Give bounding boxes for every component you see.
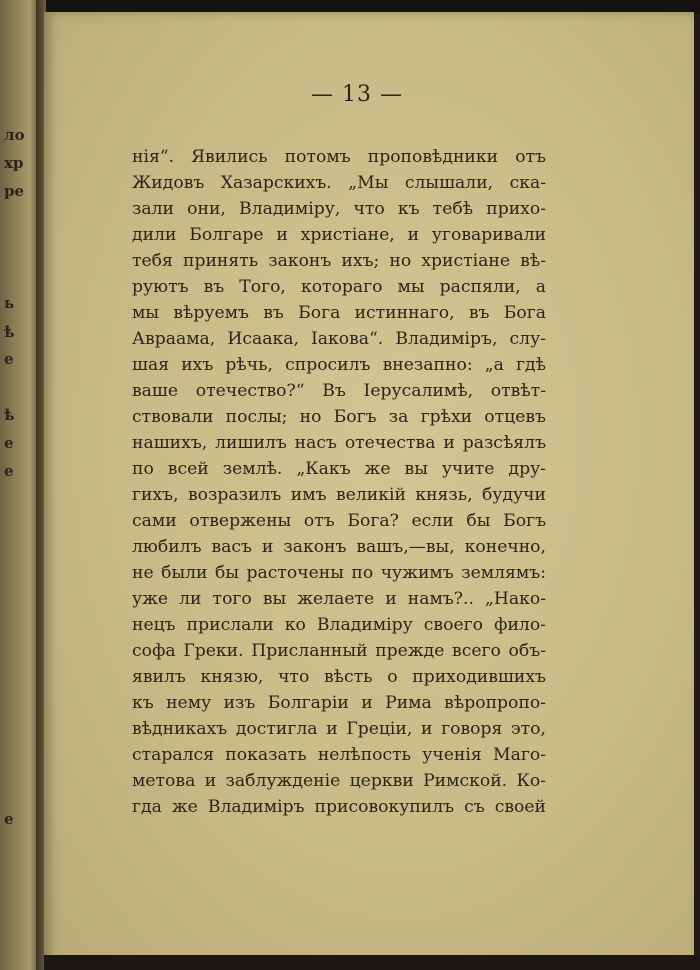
text-line: нія“. Явились потомъ проповѣдники отъ	[132, 147, 546, 167]
text-line: зали они, Владиміру, что къ тебѣ прихо-	[132, 199, 546, 219]
text-line: явилъ князю, что вѣсть о приходившихъ	[132, 667, 546, 687]
left-page-fragment: е	[4, 350, 14, 368]
text-line: нашихъ, лишилъ насъ отечества и разсѣялъ	[132, 433, 546, 453]
body-text	[132, 144, 546, 820]
bottom-shadow	[44, 955, 700, 970]
text-line: не были бы расточены по чужимъ землямъ:	[132, 563, 546, 583]
text-line: любилъ васъ и законъ вашъ,—вы, конечно,	[132, 537, 546, 557]
text-line: старался показать нелѣпость ученія Маго-	[132, 745, 546, 765]
left-page-fragment: ѣ	[4, 323, 15, 341]
left-page-fragment: ѣ	[4, 406, 15, 424]
left-page-fragment: е	[4, 810, 14, 828]
left-page-fragment: ло	[4, 126, 25, 144]
text-line: уже ли того вы желаете и намъ?.. „Нако-	[132, 589, 546, 609]
text-line: Жидовъ Хазарскихъ. „Мы слышали, ска-	[132, 173, 546, 193]
text-line: по всей землѣ. „Какъ же вы учите дру-	[132, 459, 546, 479]
text-line: метова и заблужденіе церкви Римской. Ко-	[132, 771, 546, 791]
text-line: мы вѣруемъ въ Бога истиннаго, въ Бога	[132, 303, 546, 323]
left-page-fragment: е	[4, 434, 14, 452]
left-page-fragment: ь	[4, 294, 15, 312]
text-line: дили Болгаре и христіане, и уговаривали	[132, 225, 546, 245]
text-line: тебя принять законъ ихъ; но христіане вѣ-	[132, 251, 546, 271]
text-line: къ нему изъ Болгаріи и Рима вѣропропо-	[132, 693, 546, 713]
text-line: гда же Владиміръ присовокупилъ съ своей	[132, 797, 546, 817]
text-line: Авраама, Исаака, Іакова“. Владиміръ, слу-	[132, 329, 546, 349]
left-page-fragment: ре	[4, 182, 25, 200]
text-line: ствовали послы; но Богъ за грѣхи отцевъ	[132, 407, 546, 427]
page-number: — 13 —	[311, 82, 403, 107]
text-line: руютъ въ Того, котораго мы распяли, а	[132, 277, 546, 297]
text-line: сами отвержены отъ Бога? если бы Богъ	[132, 511, 546, 531]
left-page-fragment: е	[4, 462, 14, 480]
text-line: шая ихъ рѣчь, спросилъ внезапно: „а гдѣ	[132, 355, 546, 375]
text-line: нецъ прислали ко Владиміру своего фило-	[132, 615, 546, 635]
previous-page-edge	[0, 0, 40, 970]
text-line: вѣдникахъ достигла и Греціи, и говоря это,	[132, 719, 546, 739]
text-line: софа Греки. Присланный прежде всего объ-	[132, 641, 546, 661]
book-page	[44, 12, 694, 964]
text-line: ваше отечество?“ Въ Іерусалимѣ, отвѣт-	[132, 381, 546, 401]
left-page-fragment: хр	[4, 154, 24, 172]
text-line: гихъ, возразилъ имъ великій князь, будучи	[132, 485, 546, 505]
